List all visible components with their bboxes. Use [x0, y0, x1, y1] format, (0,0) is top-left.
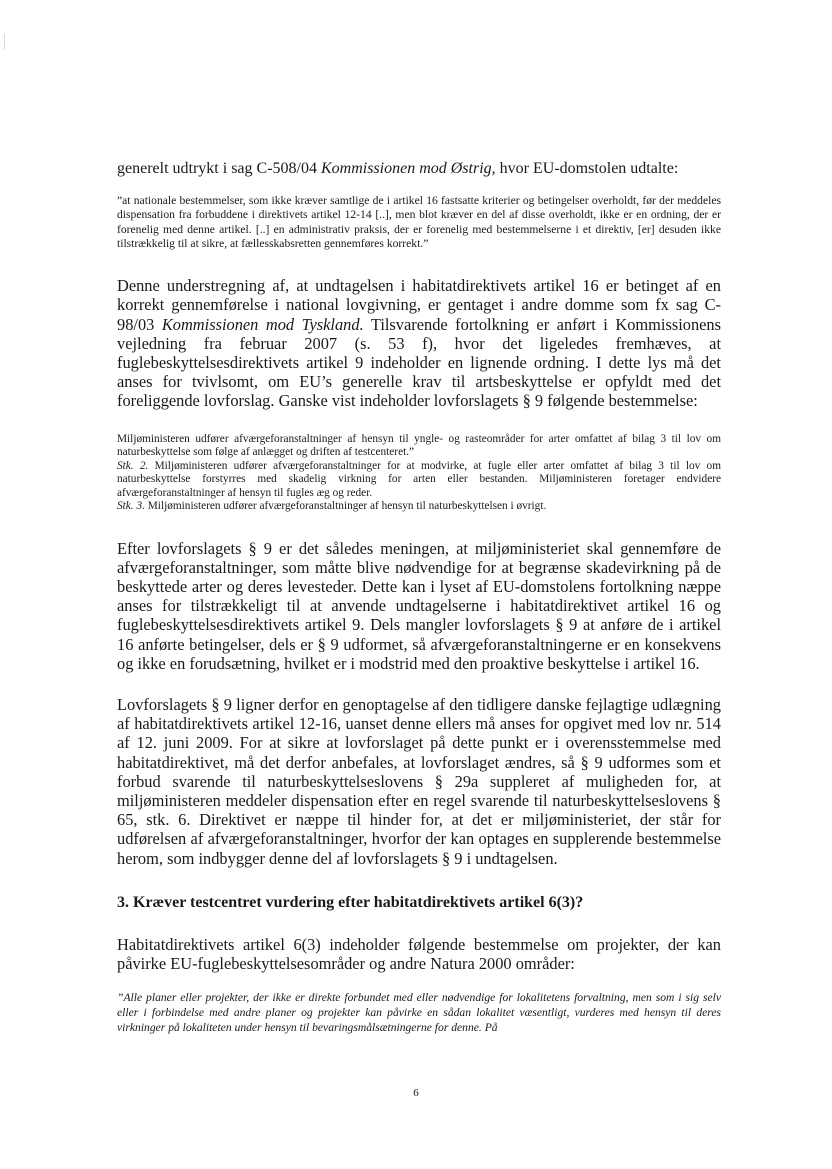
- paragraph-1: [117, 276, 721, 410]
- paragraph-3: Lovforslagets § 9 ligner derfor en genoptagelse af den tidligere danske fejlagtige udlægning af habitatdirektivets artikel 12-16, uanset denne ellers må anses for opgivet med lov nr. 514 af 12. juni 2009. For at sikre at lovforslaget på dette punkt er i overensstemmelse med habitatdirektivet, må det derfor anbefales, at lovforslaget ændres, så § 9 udformes som et forbud svarende til naturbeskyttelseslovens § 29a suppleret af muligheden for, at miljøministeren meddeler dispensation efter en regel svarende til naturbeskyttelseslovens § 65, stk. 6. Direktivet er næppe til hinder for, at det er miljøministeriet, der står for udførelsen af afværgeforanstaltninger, hvorfor der kan optages en supplerende bestemmelse herom, som indbygger denne del af lovforslagets § 9 i undtagelsen.: [117, 695, 721, 868]
- stk3-text: Miljøministeren udfører afværgeforanstaltninger af hensyn til naturbeskyttelsen i øvrigt.: [144, 500, 547, 513]
- stk2-text: Miljøministeren udfører afværgeforanstaltninger for at modvirke, at fugle eller arter omfattet af bilag 3 til lov om naturbeskyttelse forstyrres med skadelig virkning for arten eller bestanden. Miljøministeren foretager endvidere afværgeforanstaltninger af hensyn til fugles æg og reder.: [117, 459, 721, 499]
- provision-stk1: Miljøministeren udfører afværgeforanstaltninger af hensyn til yngle- og rasteområder for arter omfattet af bilag 3 til lov om naturbeskyttelse som følge af anlægget og driften af testcenteret.”: [117, 432, 721, 459]
- directive-quote: ”Alle planer eller projekter, der ikke er direkte forbundet med eller nødvendige for lokalitetens forvaltning, men som i sig selv eller i forbindelse med andre planer og projekter kan påvirke en sådan lokalitet væsentligt, vurderes med hensyn til deres virkninger på lokaliteten under hensyn til bevaringsmålsætningerne for denne. På: [117, 991, 721, 1034]
- court-quote: ”at nationale bestemmelser, som ikke kræver samtlige de i artikel 16 fastsatte kriterier og betingelser overholdt, før der meddeles dispensation fra forbuddene i direktivets artikel 12-14 [..], men blot kræver en del af disse overholdt, ikke er en ordning, der er forenelig med denne artikel. [..] en administrativ praksis, der er forenelig med bestemmelserne i et direktiv, [er] desuden ikke tilstrækkelig til at sikre, at fællesskabsretten gennemføres korrekt.”: [117, 194, 721, 250]
- intro-text: generelt udtrykt i sag C-508/04: [117, 160, 321, 177]
- provision-stk3: [117, 500, 721, 514]
- paragraph-1-text-end: Tilsvarende fortolkning er anført i Kommissionens vejledning fra februar 2007 (s. 53 f), hvor det ligeledes fremhæves, at fuglebeskyttelsesdirektivets artikel 9 indeholder en lignende ordning. I dette lys må det anses for tvivlsomt, om EU’s generelle krav til artsbeskyttelse er opfyldt med det foreliggende lovforslag. Ganske vist indeholder lovforslagets § 9 følgende bestemmelse:: [117, 314, 721, 411]
- intro-line: [117, 159, 721, 179]
- stk3-label: Stk. 3.: [117, 500, 145, 513]
- intro-text-end: , hvor EU-domstolen udtalte:: [491, 160, 679, 177]
- paragraph-1-text: Denne understregning af, at undtagelsen i habitatdirektivets artikel 16 er betinget af en korrekt gennemførelse i national lovgivning, er gentaget i andre domme som fx sag C-98/03: [117, 276, 721, 334]
- case-name-2: Kommissionen mod Tyskland.: [161, 314, 364, 334]
- scan-artifact: [4, 34, 5, 50]
- page-number: 6: [413, 1087, 419, 1099]
- stk2-label: Stk. 2.: [117, 459, 149, 472]
- section-heading: 3. Kræver testcentret vurdering efter habitatdirektivets artikel 6(3)?: [117, 893, 584, 911]
- provision-stk2: [117, 460, 721, 501]
- page-body: [117, 159, 721, 1035]
- paragraph-4: Habitatdirektivets artikel 6(3) indeholder følgende bestemmelse om projekter, der kan påvirke EU-fuglebeskyttelsesområder og andre Natura 2000 områder:: [117, 934, 721, 974]
- provision-block: [117, 433, 721, 514]
- case-name: Kommissionen mod Østrig: [320, 160, 492, 177]
- paragraph-2: Efter lovforslagets § 9 er det således meningen, at miljøministeriet skal gennemføre de afværgeforanstaltninger, som måtte blive nødvendige for at begrænse skadevirkning på de beskyttede arter og deres levesteder. Dette kan i lyset af EU-domstolens fortolkning næppe anses for tilstrækkeligt til at anvende undtagelserne i habitatdirektivet artikel 16 og fuglebeskyttelsesdirektivets artikel 9. Dels mangler lovforslagets § 9 at anføre de i artikel 16 anførte betingelser, dels er § 9 udformet, så afværgeforanstaltningerne er en konsekvens og ikke en forudsætning, hvilket er i modstrid med den proaktive beskyttelse i artikel 16.: [117, 538, 721, 673]
